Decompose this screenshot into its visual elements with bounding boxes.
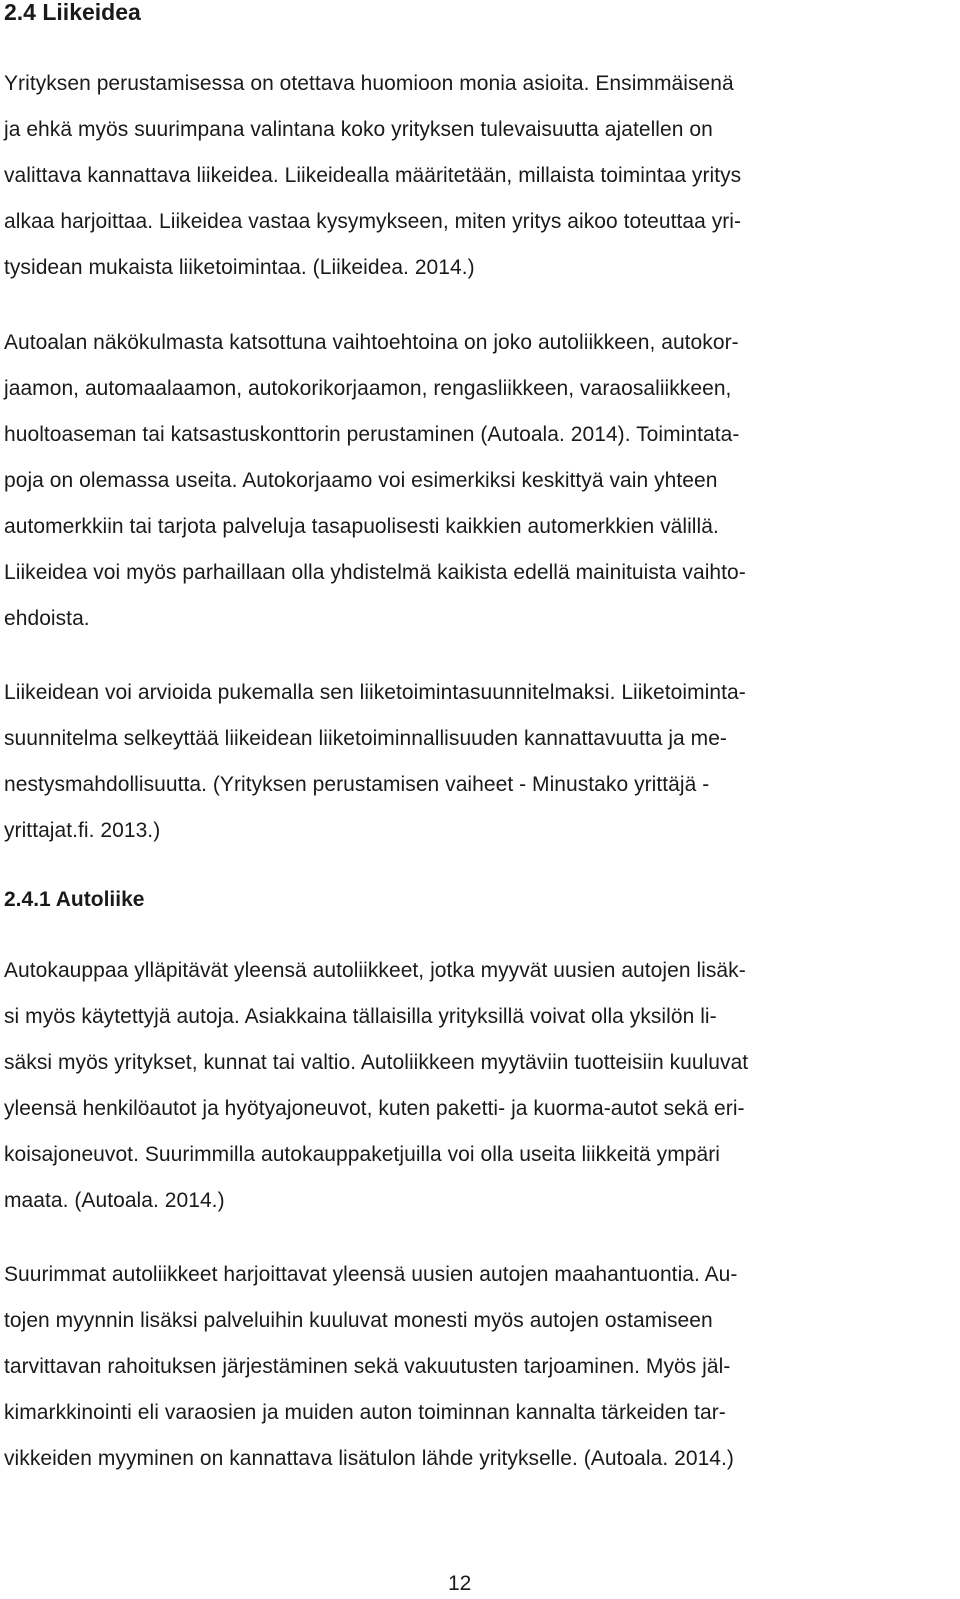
paragraph-2-line-5: automerkkiin tai tarjota palveluja tasapuolisesti kaikkien automerkkien välillä. [4, 515, 719, 538]
paragraph-4-line-1: Autokauppaa ylläpitävät yleensä autoliikkeet, jotka myyvät uusien autojen lisäk- [4, 959, 746, 982]
section-heading: 2.4 Liikeidea [4, 0, 141, 25]
paragraph-2-line-3: huoltoaseman tai katsastuskonttorin perustaminen (Autoala. 2014). Toimintata- [4, 423, 740, 446]
paragraph-1-line-4: alkaa harjoittaa. Liikeidea vastaa kysymykseen, miten yritys aikoo toteuttaa yri- [4, 210, 742, 233]
paragraph-4-line-2: si myös käytettyjä autoja. Asiakkaina tällaisilla yrityksillä voivat olla yksilön li- [4, 1005, 717, 1028]
paragraph-3-line-1: Liikeidean voi arvioida pukemalla sen liiketoimintasuunnitelmaksi. Liiketoiminta- [4, 681, 746, 704]
paragraph-4-line-5: koisajoneuvot. Suurimmilla autokauppaketjuilla voi olla useita liikkeitä ympäri [4, 1143, 720, 1166]
page-number: 12 [448, 1572, 472, 1595]
paragraph-5-line-5: vikkeiden myyminen on kannattava lisätulon lähde yritykselle. (Autoala. 2014.) [4, 1447, 734, 1470]
paragraph-5-line-4: kimarkkinointi eli varaosien ja muiden auton toiminnan kannalta tärkeiden tar- [4, 1401, 726, 1424]
paragraph-4-line-3: säksi myös yritykset, kunnat tai valtio. Autoliikkeen myytäviin tuotteisiin kuuluvat [4, 1051, 749, 1074]
paragraph-4-line-4: yleensä henkilöautot ja hyötyajoneuvot, kuten paketti- ja kuorma-autot sekä eri- [4, 1097, 745, 1120]
paragraph-4-line-6: maata. (Autoala. 2014.) [4, 1189, 225, 1212]
paragraph-2-line-6: Liikeidea voi myös parhaillaan olla yhdistelmä kaikista edellä mainituista vaihto- [4, 561, 746, 584]
paragraph-2-line-2: jaamon, automaalaamon, autokorikorjaamon, rengasliikkeen, varaosaliikkeen, [4, 377, 732, 400]
paragraph-1-line-1: Yrityksen perustamisessa on otettava huomioon monia asioita. Ensimmäisenä [4, 72, 734, 95]
paragraph-2-line-1: Autoalan näkökulmasta katsottuna vaihtoehtoina on joko autoliikkeen, autokor- [4, 331, 739, 354]
paragraph-2-line-7: ehdoista. [4, 607, 90, 630]
paragraph-1-line-5: tysidean mukaista liiketoimintaa. (Liikeidea. 2014.) [4, 256, 475, 279]
paragraph-2-line-4: poja on olemassa useita. Autokorjaamo voi esimerkiksi keskittyä vain yhteen [4, 469, 718, 492]
paragraph-5-line-1: Suurimmat autoliikkeet harjoittavat yleensä uusien autojen maahantuontia. Au- [4, 1263, 738, 1286]
paragraph-1-line-3: valittava kannattava liikeidea. Liikeidealla määritetään, millaista toimintaa yritys [4, 164, 742, 187]
paragraph-1-line-2: ja ehkä myös suurimpana valintana koko yrityksen tulevaisuutta ajatellen on [4, 118, 713, 141]
paragraph-5-line-3: tarvittavan rahoituksen järjestäminen sekä vakuutusten tarjoaminen. Myös jäl- [4, 1355, 731, 1378]
paragraph-3-line-2: suunnitelma selkeyttää liikeidean liiketoiminnallisuuden kannattavuutta ja me- [4, 727, 727, 750]
paragraph-5-line-2: tojen myynnin lisäksi palveluihin kuuluvat monesti myös autojen ostamiseen [4, 1309, 713, 1332]
paragraph-3-line-4: yrittajat.fi. 2013.) [4, 819, 161, 842]
paragraph-3-line-3: nestysmahdollisuutta. (Yrityksen perustamisen vaiheet - Minustako yrittäjä - [4, 773, 710, 796]
subsection-heading: 2.4.1 Autoliike [4, 888, 145, 911]
